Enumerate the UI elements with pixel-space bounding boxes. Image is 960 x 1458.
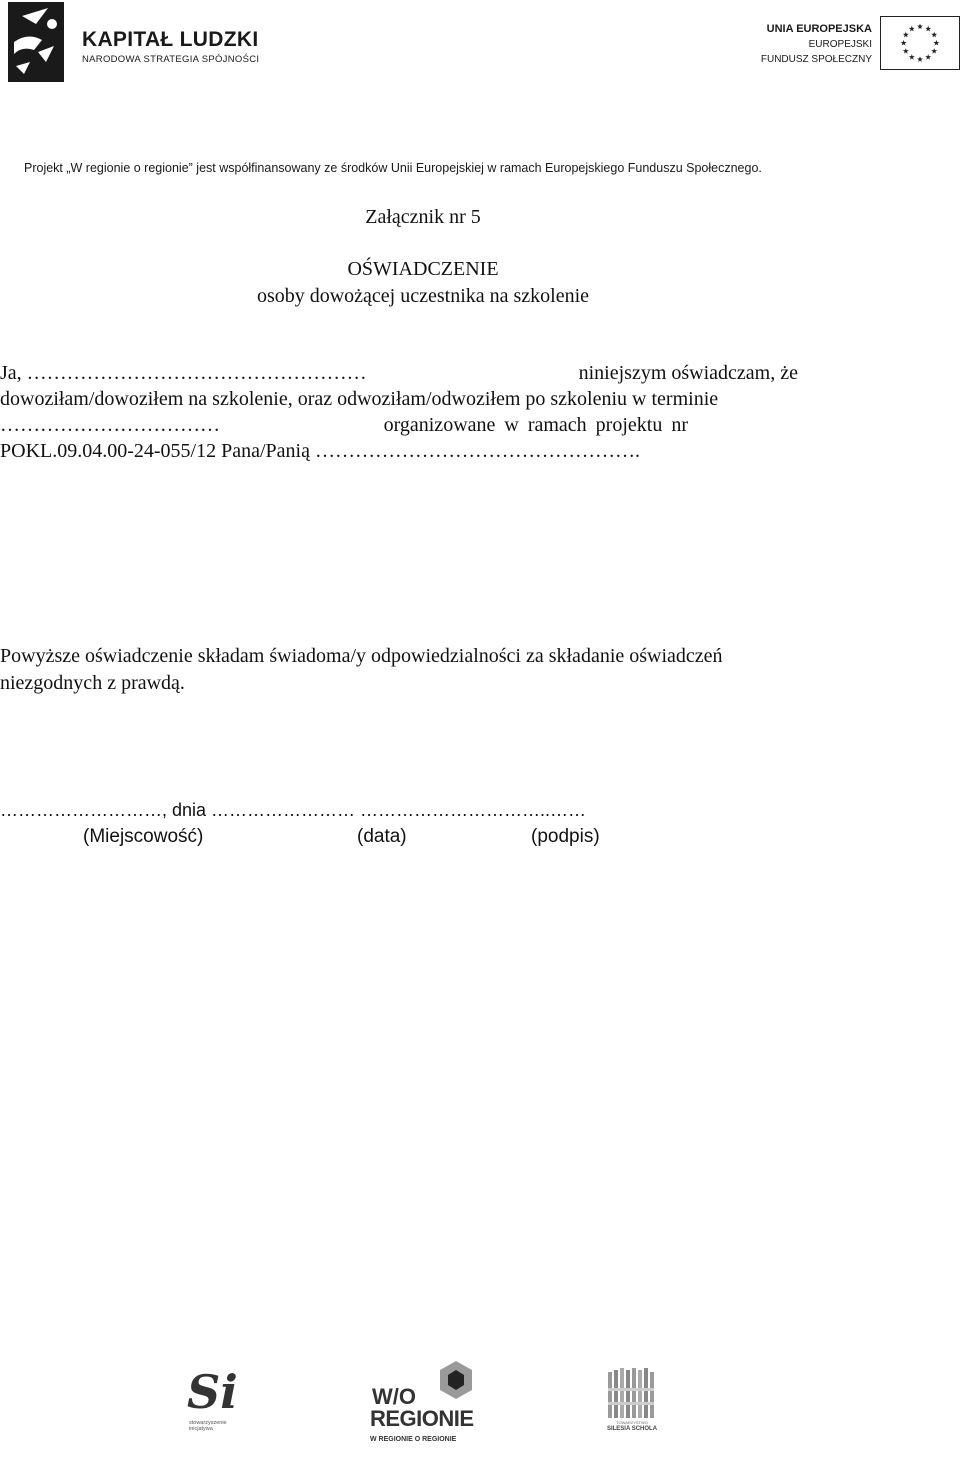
eu-star-icon [925,54,931,60]
project-funding-line: Projekt „W regionie o regionie” jest współfinansowany ze środków Unii Europejskiej w ramach Europejskiego Funduszu Społecznego. [24,161,762,175]
w-regionie-logo [368,1360,476,1448]
eu-star-icon [931,32,937,38]
term-fill-field: …………………………… [0,414,220,436]
eu-flag-icon [880,16,960,70]
annex-number: Załącznik nr 5 [365,206,481,228]
statement-line-2: niezgodnych z prawdą. [0,672,185,694]
silesia-schola-logo-top: TOWARZYSTWO [616,1420,648,1425]
si-association-logo [185,1365,238,1438]
eu-logo [748,16,960,72]
eu-star-icon [909,54,915,60]
body-line-1-text: niniejszym oświadczam, że [578,362,798,384]
name-fill-field: Ja, …………………………………………… [0,362,367,384]
body-line-1 [0,362,798,385]
eu-logo-line3: FUNDUSZ SPOŁECZNY [760,54,872,65]
hexagon-icon [438,1360,474,1400]
eu-logo-line1: UNIA EUROPEJSKA [766,23,872,35]
date-label: (data) [357,826,407,847]
eu-star-icon [931,48,937,54]
kapital-ludzki-logo [8,2,278,82]
si-logo-caption [189,1420,227,1432]
kapital-ludzki-subtitle: NARODOWA STRATEGIA SPÓJNOŚCI [82,54,260,65]
eu-star-icon [933,40,939,46]
kapital-ludzki-title: KAPITAŁ LUDZKI [82,28,259,51]
body-line-3-text: organizowane w ramach projektu nr [383,414,688,436]
w-regionie-logo-main: REGIONIE [370,1406,474,1431]
silesia-schola-logo [602,1368,662,1438]
declaration-title: OŚWIADCZENIE [347,258,499,280]
statement-line-1: Powyższe oświadczenie składam świadoma/y odpowiedzialności za składanie oświadczeń [0,645,723,667]
place-label: (Miejscowość) [83,826,204,847]
declaration-subtitle: osoby dowożącej uczestnika na szkolenie [256,285,590,307]
si-logo-mark: Si [187,1365,238,1419]
eu-logo-line2: EUROPEJSKI [808,39,872,50]
signature-fill-line: ………………………, dnia …………………… …………………………..…… [0,800,587,820]
body-line-3 [0,414,688,437]
eu-star-icon [903,48,909,54]
si-logo-caption-line1: stowarzyszenie [189,1420,227,1426]
eu-star-icon [909,26,915,32]
silesia-schola-emblem-icon [608,1368,656,1426]
eu-logo-text [761,22,872,67]
kapital-ludzki-emblem-icon [8,2,64,82]
body-line-2: dowoziłam/dowoziłem na szkolenie, oraz odwoziłam/odwoziłem po szkoleniu w terminie [0,388,719,410]
eu-star-icon [903,32,909,38]
silesia-schola-logo-name: SILESIA SCHOLA [606,1426,658,1432]
eu-star-icon [901,40,907,46]
signature-label: (podpis) [531,826,600,847]
eu-star-icon [917,24,923,30]
w-regionie-logo-top: W/O [372,1384,416,1409]
w-regionie-logo-tagline: W REGIONIE O REGIONIE [370,1436,457,1443]
body-line-4: POKL.09.04.00-24-055/12 Pana/Panią …………………………………………. [0,440,640,462]
eu-star-icon [925,26,931,32]
eu-star-icon [917,56,923,62]
si-logo-caption-line2: inicjatywa [189,1426,213,1432]
